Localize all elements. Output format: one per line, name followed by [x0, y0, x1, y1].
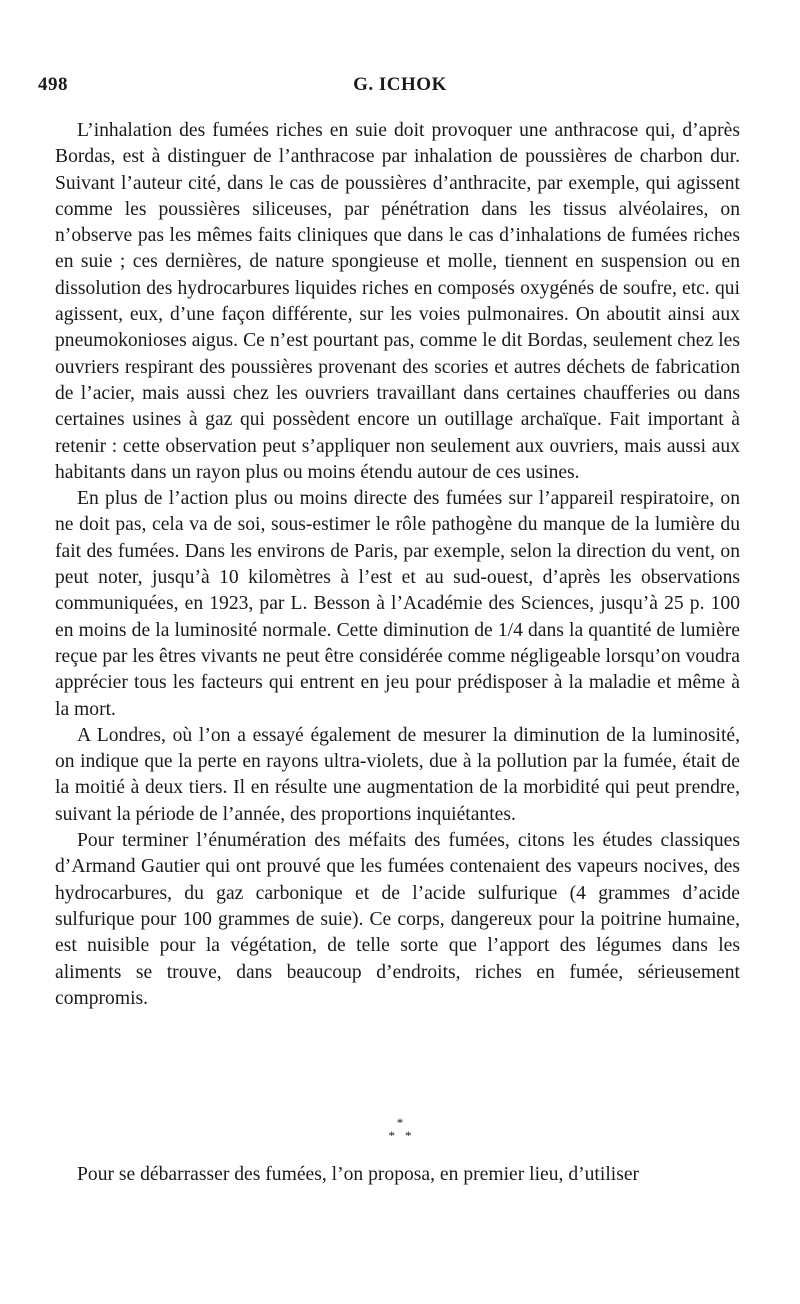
asterism-star: *: [405, 1128, 412, 1143]
running-head: G. ICHOK: [353, 74, 447, 95]
paragraph-anthracose: L’inhalation des fumées riches en suie doit provoquer une anthracose qui, d’après Bordas, est à distinguer de l’anthracose par inhalation de poussières de charbon dur. Suivant l’auteur cité, dans le cas de poussières d’anthracite, par exemple, qui agissent comme les poussières siliceuses, par pénétration dans les tissus alvéolaires, on n’observe pas les mêmes faits cliniques que dans le cas d’inhalations de fumées riches en suie ; ces dernières, de nature spongieuse et molle, tiennent en suspension ou en dissolution des hydrocarbures liquides riches en composés oxygénés de soufre, etc. qui agissent, eux, d’une façon différente, sur les voies pulmonaires. On aboutit ainsi aux pneumokonioses aigus. Ce n’est pourtant pas, comme le dit Bordas, seulement chez les ouvriers respirant des poussières provenant des scories et autres déchets de fabrication de l’acier, mais aussi chez les ouvriers travaillant dans certaines chaufferies ou dans certaines usines à gaz qui possèdent encore un outillage archaïque. Fait important à retenir : cette observation peut s’appliquer non seulement aux ouvriers, mais aussi aux habitants dans un rayon plus ou moins étendu autour de ces usines.: [55, 120, 740, 483]
asterism-star: *: [396, 1115, 404, 1130]
section-asterism: [0, 1116, 800, 1142]
paragraph-gautier-studies: Pour terminer l’énumération des méfaits des fumées, citons les études classiques d’Armand Gautier qui ont prouvé que les fumées contenaient des vapeurs nocives, des hydrocarbures, du gaz carbonique et de l’acide sulfurique (4 grammes d’acide sulfurique pour 100 grammes de suie). Ce corps, dangereux pour la poitrine humaine, est nuisible pour la végétation, de telle sorte que l’apport des légumes dans les aliments se trouve, dans beaucoup d’endroits, riches en fumée, sérieusement compromis.: [55, 830, 740, 1009]
asterism-star: *: [388, 1128, 395, 1143]
paragraph-new-section: Pour se débarrasser des fumées, l’on proposa, en premier lieu, d’utiliser: [77, 1164, 640, 1185]
paragraph-light-loss-paris: En plus de l’action plus ou moins directe des fumées sur l’appareil respiratoire, on ne doit pas, cela va de soi, sous-estimer le rôle pathogène du manque de la lumière du fait des fumées. Dans les environs de Paris, par exemple, selon la direction du vent, on peut noter, jusqu’à 10 kilomètres à l’est et au sud-ouest, d’après les observations communiquées, en 1923, par L. Besson à l’Académie des Sciences, jusqu’à 25 p. 100 en moins de la luminosité normale. Cette diminution de 1/4 dans la quantité de lumière reçue par les êtres vivants ne peut être considérée comme négligeable lorsqu’on voudra apprécier tous les facteurs qui entrent en jeu pour prédisposer à la maladie et même à la mort.: [55, 488, 740, 720]
body-text: [55, 118, 740, 1012]
paragraph-london-luminosity: A Londres, où l’on a essayé également de mesurer la diminution de la luminosité, on indique que la perte en rayons ultra-violets, due à la pollution par la fumée, était de la moitié à deux tiers. Il en résulte une augmentation de la morbidité qui peut prendre, suivant la période de l’année, des proportions inquiétantes.: [55, 724, 740, 825]
page-number: 498: [38, 74, 68, 95]
